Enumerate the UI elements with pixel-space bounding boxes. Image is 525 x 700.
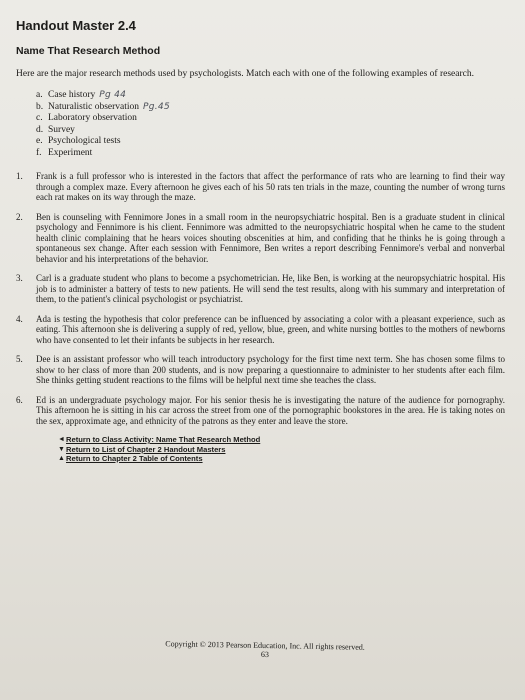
method-item	[36, 102, 505, 114]
return-handout-list-link[interactable]	[58, 445, 505, 455]
question-item	[16, 212, 505, 265]
intro-text: Here are the major research methods used by psychologists. Match each with one of the following examples of research.	[16, 69, 474, 79]
question-item	[16, 354, 505, 386]
method-item	[36, 113, 505, 125]
link-label[interactable]: Return to List of Chapter 2 Handout Masters	[66, 444, 226, 454]
question-text: Frank is a full professor who is interested in the factors that affect the performance of rats who are learning to find their way through a complex maze. Every afternoon he gives each of his 50 rats ten trials in the maze, counting the number of wrong turns each rat makes on its way through the maze.	[36, 171, 505, 202]
question-text: Ben is counseling with Fennimore Jones in a small room in the neuropsychiatric hospital. Ben is a graduate student in clinical psychology and Fennimore is his client. Fennimore was admitted to the neuropsychiatric hospital when he came to the student health clinic complaining that he hears voices shouting obscenities at him, and confiding that he thinks he is going through a spontaneous sex change. After each session with Fennimore, Ben writes a report describing Fennimore's verbal and nonverbal behavior and his interpretations of the behavior.	[36, 211, 505, 264]
handwritten-note: Pg 44	[99, 90, 127, 100]
question-text: Ed is an undergraduate psychology major. For his senior thesis he is investigating the nature of the audience for pornography. This afternoon he is sitting in his car across the street from one of the pornographic bookstores in the area. He is taking notes on the sex, approximate age, and ethnicity of the patrons as they enter and leave the store.	[36, 394, 505, 426]
method-label: Laboratory observation	[48, 113, 137, 123]
method-letter: c.	[36, 113, 43, 123]
page-number: 63	[260, 649, 269, 660]
question-number: 5.	[16, 354, 23, 364]
question-item	[16, 314, 505, 346]
method-letter: b.	[36, 101, 44, 112]
method-label: Experiment	[48, 147, 93, 158]
method-letter: a.	[36, 90, 43, 100]
question-number: 6.	[16, 394, 23, 405]
handout-title: Handout Master 2.4	[16, 18, 136, 33]
methods-list	[36, 90, 505, 159]
return-links	[58, 435, 505, 464]
question-item	[16, 395, 505, 427]
question-item	[16, 171, 505, 203]
question-text: Dee is an assistant professor who will teach introductory psychology for the first time next term. She has chosen some films to show to her class of more than 200 students, and is now preparing a questionnaire to administer to her students after each film. She thinks getting student reactions to the films will be helpful next time she teaches the class.	[36, 354, 505, 385]
question-number: 2.	[16, 211, 23, 222]
question-text: Ada is testing the hypothesis that color preference can be influenced by associating a color with a pleasant experience, such as eating. This afternoon she is delivering a supply of red, yellow, blue, green, and white nursing bottles to the mothers of newborns who have consented to let their infants be subjects in her research.	[36, 313, 505, 345]
question-number: 1.	[16, 171, 23, 181]
method-item	[36, 148, 505, 160]
question-number: 4.	[16, 313, 23, 324]
question-text: Carl is a graduate student who plans to become a psychometrician. He, like Ben, is working at the neuropsychiatric hospital. His job is to administer a battery of tests to new patients. He will send the test results, along with his summary and interpretation of them, to the patient's clinical psychologist or psychiatrist.	[36, 273, 505, 304]
method-item	[36, 136, 505, 148]
method-label: Naturalistic observation	[48, 101, 140, 112]
down-arrow-icon: ▼	[58, 445, 65, 453]
method-label: Case history	[48, 90, 96, 100]
method-letter: f.	[36, 147, 42, 158]
return-table-of-contents-link[interactable]	[58, 454, 505, 464]
link-label[interactable]: Return to Chapter 2 Table of Contents	[66, 454, 203, 463]
left-arrow-icon: ◄	[58, 436, 65, 443]
handout-subtitle: Name That Research Method	[16, 45, 161, 57]
question-number: 3.	[16, 273, 23, 283]
question-item	[16, 273, 505, 305]
handwritten-note: Pg.45	[143, 101, 170, 112]
return-class-activity-link[interactable]	[58, 435, 505, 445]
copyright-notice: Copyright © 2013 Pearson Education, Inc. All rights reserved.	[165, 639, 365, 652]
method-item	[36, 125, 505, 137]
method-letter: e.	[36, 136, 43, 146]
method-label: Survey	[48, 124, 75, 135]
link-label[interactable]: Return to Class Activity: Name That Research Method	[66, 435, 261, 444]
page-footer	[150, 639, 380, 661]
method-item	[36, 90, 505, 102]
questions-list	[16, 171, 505, 426]
up-arrow-icon: ▲	[58, 455, 65, 462]
method-label: Psychological tests	[48, 136, 121, 146]
method-letter: d.	[36, 124, 44, 135]
